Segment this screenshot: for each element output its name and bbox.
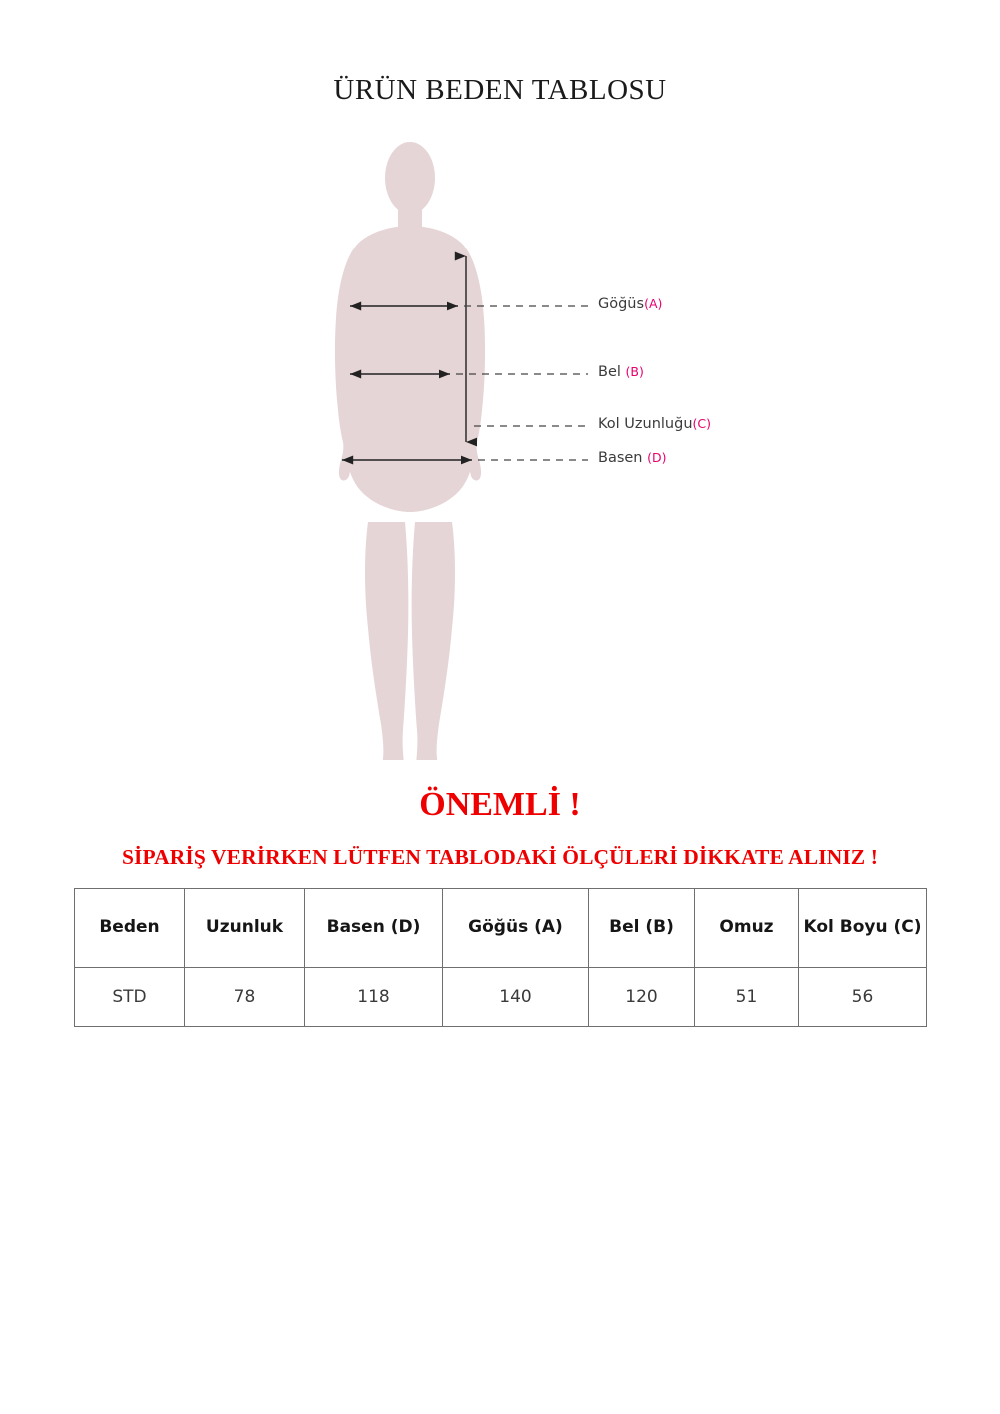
table-header-bel: Bel (B) [589,889,695,968]
callout-sleeve-label: Kol Uzunluğu [598,416,693,432]
callout-hips [598,450,667,466]
table-header-basen: Basen (D) [305,889,443,968]
measurement-figure [250,130,770,760]
cell-bel: 120 [589,968,695,1027]
cell-uzunluk: 78 [185,968,305,1027]
callout-waist-code: (B) [625,364,644,379]
table-header-gogus: Göğüs (A) [443,889,589,968]
cell-omuz: 51 [695,968,799,1027]
cell-kol-boyu: 56 [799,968,927,1027]
cell-gogus: 140 [443,968,589,1027]
size-table [74,888,927,1027]
female-body-silhouette-icon [250,130,770,760]
table-header-omuz: Omuz [695,889,799,968]
table-header-beden: Beden [75,889,185,968]
table-header-uzunluk: Uzunluk [185,889,305,968]
cell-basen: 118 [305,968,443,1027]
callout-hips-label: Basen [598,450,643,466]
important-heading: ÖNEMLİ ! [419,786,581,823]
callout-chest-label: Göğüs [598,296,645,312]
cell-beden: STD [75,968,185,1027]
callout-hips-code: (D) [647,450,667,465]
callout-sleeve-code: (C) [692,416,711,431]
order-notice-text: SİPARİŞ VERİRKEN LÜTFEN TABLODAKİ ÖLÇÜLERİ DİKKATE ALINIZ ! [122,845,878,869]
callout-waist [598,364,644,380]
callout-chest-code: (A) [644,296,663,311]
callout-sleeve [598,416,711,432]
callout-waist-label: Bel [598,364,621,380]
table-header-kol-boyu: Kol Boyu (C) [799,889,927,968]
callout-chest [598,296,662,312]
table-row [75,968,927,1027]
page-title: ÜRÜN BEDEN TABLOSU [333,74,667,106]
table-header-row [75,889,927,968]
